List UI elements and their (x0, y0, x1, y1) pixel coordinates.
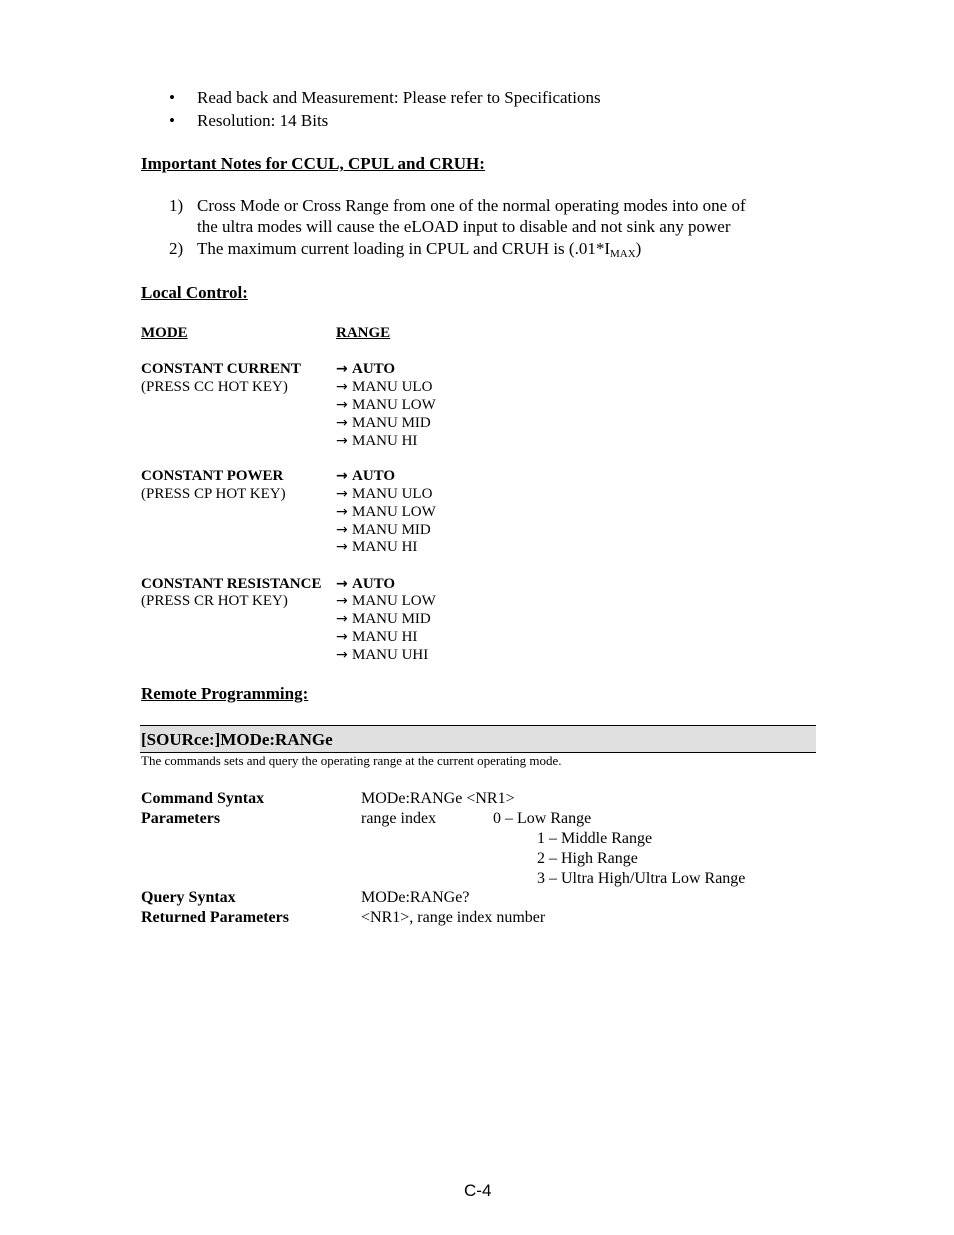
arrow-right-icon: → (336, 647, 348, 663)
mode-hotkey: (PRESS CR HOT KEY) (141, 593, 288, 609)
arrow-right-icon: → (336, 379, 348, 395)
mode-hotkey: (PRESS CC HOT KEY) (141, 379, 288, 395)
arrow-right-icon: → (336, 433, 348, 449)
arrow-right-icon: → (336, 611, 348, 627)
returned-parameters-label: Returned Parameters (141, 909, 289, 926)
note-2-text (197, 238, 641, 265)
command-syntax-label: Command Syntax (141, 790, 265, 807)
remote-programming-heading: Remote Programming: (141, 684, 309, 703)
range-item: → MANU ULO (336, 486, 433, 502)
arrow-right-icon: → (336, 593, 348, 609)
mode-name: CONSTANT POWER (141, 468, 284, 484)
param-option: 2 – High Range (537, 850, 638, 867)
returned-parameters-value: <NR1>, range index number (361, 909, 546, 926)
arrow-right-icon: → (336, 576, 348, 592)
range-item: → MANU LOW (336, 504, 436, 520)
range-item: → MANU MID (336, 415, 431, 431)
range-item: → AUTO (336, 361, 396, 377)
parameters-value: range index (361, 810, 437, 827)
bullet-dot: • (169, 111, 175, 130)
local-control-heading: Local Control: (141, 283, 248, 302)
mode-name: CONSTANT CURRENT (141, 361, 301, 377)
range-item: → AUTO (336, 468, 396, 484)
note-2-main: The maximum current loading in CPUL and CRUH is (.01*I (197, 239, 610, 258)
mode-column-header: MODE (141, 325, 188, 341)
note-2-close: ) (635, 239, 642, 258)
arrow-right-icon: → (336, 361, 348, 377)
range-item: → MANU LOW (336, 593, 436, 609)
bullet-dot: • (169, 88, 175, 107)
arrow-right-icon: → (336, 539, 348, 555)
range-item: → MANU MID (336, 611, 431, 627)
param-option: 1 – Middle Range (537, 830, 653, 847)
notes-heading: Important Notes for CCUL, CPUL and CRUH: (141, 154, 485, 173)
arrow-right-icon: → (336, 504, 348, 520)
range-item: → MANU LOW (336, 397, 436, 413)
command-description: The commands sets and query the operating range at the current operating mode. (141, 753, 562, 768)
arrow-right-icon: → (336, 415, 348, 431)
note-2-number: 2) (169, 239, 184, 258)
query-syntax-value: MODe:RANGe? (361, 889, 470, 906)
mode-hotkey: (PRESS CP HOT KEY) (141, 486, 286, 502)
mode-name: CONSTANT RESISTANCE (141, 576, 322, 592)
bullet-readback: Read back and Measurement: Please refer to Specifications (197, 88, 601, 107)
range-item: → MANU HI (336, 539, 418, 555)
note-2-subscript: MAX (609, 248, 636, 260)
param-option: 0 – Low Range (493, 810, 592, 827)
note-1-number: 1) (169, 196, 184, 215)
arrow-right-icon: → (336, 486, 348, 502)
arrow-right-icon: → (336, 522, 348, 538)
note-1-line-1: Cross Mode or Cross Range from one of the normal operating modes into one of (197, 196, 746, 215)
parameters-label: Parameters (141, 810, 221, 827)
arrow-right-icon: → (336, 629, 348, 645)
range-item: → MANU ULO (336, 379, 433, 395)
command-syntax-value: MODe:RANGe <NR1> (361, 790, 515, 807)
range-item: → MANU HI (336, 433, 418, 449)
page-number: C-4 (464, 1181, 492, 1200)
range-item: → AUTO (336, 576, 396, 592)
arrow-right-icon: → (336, 468, 348, 484)
range-column-header: RANGE (336, 325, 391, 341)
range-item: → MANU HI (336, 629, 418, 645)
bullet-resolution: Resolution: 14 Bits (197, 111, 329, 130)
param-option: 3 – Ultra High/Ultra Low Range (537, 870, 746, 887)
range-item: → MANU UHI (336, 647, 429, 663)
note-1-line-2: the ultra modes will cause the eLOAD input to disable and not sink any power (197, 217, 731, 236)
query-syntax-label: Query Syntax (141, 889, 236, 906)
range-item: → MANU MID (336, 522, 431, 538)
command-title: [SOURce:]MODe:RANGe (141, 730, 333, 749)
arrow-right-icon: → (336, 397, 348, 413)
